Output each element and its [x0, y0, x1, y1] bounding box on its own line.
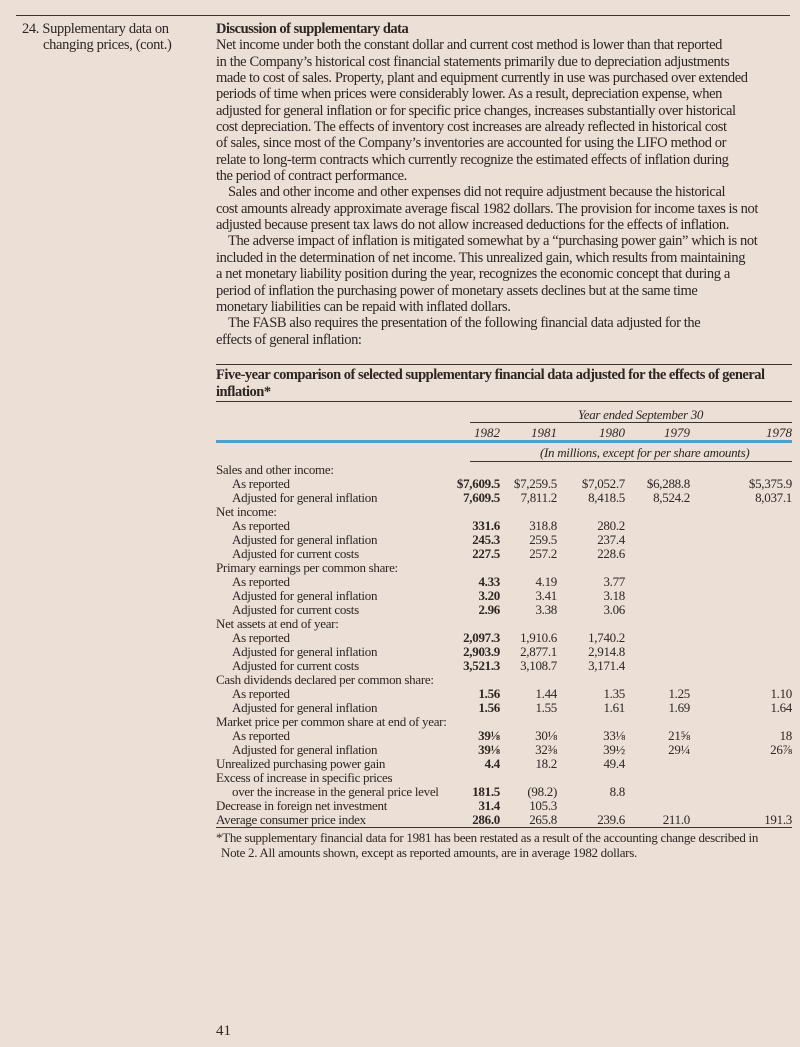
cell-1981: 3,108.7	[520, 658, 557, 673]
units-note: (In millions, except for per share amounts)	[540, 445, 750, 460]
cell-1981: 318.8	[529, 518, 557, 533]
table-row	[216, 757, 792, 771]
table-row	[216, 561, 792, 575]
paragraph-line: periods of time when prices were considerably lower. As a result, depreciation expense, when	[216, 86, 722, 103]
row-label: Net assets at end of year:	[216, 616, 339, 631]
year-header: 1979	[664, 425, 690, 440]
cell-1982: 39⅛	[478, 742, 500, 757]
paragraph-line: in the Company’s historical cost financial statements primarily due to depreciation adjustments	[216, 53, 730, 70]
data-table	[216, 463, 792, 827]
cell-1979: $6,288.8	[646, 476, 690, 491]
units-note-rule	[470, 461, 792, 462]
table-top-rule	[216, 364, 792, 365]
row-label: over the increase in the general price level	[232, 784, 439, 799]
cell-1980: 228.6	[597, 546, 625, 561]
row-label: As reported	[232, 476, 290, 491]
cell-1979: 211.0	[662, 812, 690, 827]
row-label: Adjusted for general inflation	[232, 644, 378, 659]
cell-1978: 18	[779, 728, 792, 743]
period-header: Year ended September 30	[578, 407, 704, 422]
row-label: As reported	[232, 630, 290, 645]
cell-1981: 1.55	[535, 700, 557, 715]
footnote-line2: Note 2. All amounts shown, except as reported amounts, are in average 1982 dollars.	[221, 845, 637, 860]
cell-1979: 29¼	[668, 742, 690, 757]
cell-1982: 1.56	[478, 700, 500, 715]
row-label: As reported	[232, 574, 290, 589]
table-row	[216, 477, 792, 491]
section-label-line1: 24. Supplementary data on	[22, 21, 169, 37]
year-header: 1981	[531, 425, 557, 440]
row-label: Adjusted for general inflation	[232, 700, 378, 715]
row-label: Adjusted for current costs	[232, 546, 359, 561]
cell-1979: 21⅝	[668, 728, 690, 743]
cell-1979: 8,524.2	[653, 490, 690, 505]
table-row	[216, 491, 792, 505]
table-row	[216, 715, 792, 729]
cell-1980: 49.4	[603, 756, 625, 771]
row-label: Sales and other income:	[216, 462, 334, 477]
cell-1979: 1.69	[668, 700, 690, 715]
cell-1981: 7,811.2	[520, 490, 557, 505]
cell-1980: 3.18	[603, 588, 625, 603]
cell-1981: (98.2)	[527, 784, 557, 799]
cell-1981: 4.19	[535, 574, 557, 589]
table-row	[216, 813, 792, 827]
cell-1982: 39⅛	[478, 728, 500, 743]
row-label: Adjusted for general inflation	[232, 490, 378, 505]
paragraph-line: the period of contract performance.	[216, 168, 407, 185]
cell-1981: 257.2	[529, 546, 557, 561]
cell-1980: 239.6	[597, 812, 625, 827]
cell-1978: $5,375.9	[748, 476, 792, 491]
paragraph-line: included in the determination of net income. This unrealized gain, which results from maintaining	[216, 249, 746, 266]
cell-1981: 3.38	[535, 602, 557, 617]
cell-1978: 191.3	[764, 812, 792, 827]
paragraph-line: cost amounts already approximate average fiscal 1982 dollars. The provision for income taxes is not	[216, 200, 758, 217]
cell-1980: 2,914.8	[588, 644, 625, 659]
cell-1980: 8,418.5	[588, 490, 625, 505]
row-label: Adjusted for general inflation	[232, 588, 378, 603]
cell-1982: 245.3	[472, 532, 500, 547]
cell-1981: 1,910.6	[520, 630, 557, 645]
row-label: As reported	[232, 728, 290, 743]
table-row	[216, 701, 792, 715]
paragraph-line: The FASB also requires the presentation of the following financial data adjusted for the	[228, 315, 701, 332]
cell-1982: 4.4	[484, 756, 500, 771]
row-label: Adjusted for current costs	[232, 602, 359, 617]
table-row	[216, 617, 792, 631]
top-rule	[16, 15, 790, 16]
row-label: Adjusted for general inflation	[232, 742, 378, 757]
discussion-body	[216, 21, 796, 348]
table-footnote	[216, 827, 758, 860]
cell-1981: $7,259.5	[513, 476, 557, 491]
cell-1980: 3,171.4	[588, 658, 625, 673]
row-label: Average consumer price index	[216, 812, 366, 827]
table-row	[216, 799, 792, 813]
cell-1981: 105.3	[529, 798, 557, 813]
cell-1982: 286.0	[472, 812, 500, 827]
cell-1980: 8.8	[609, 784, 625, 799]
footnote-line1: *The supplementary financial data for 1981 has been restated as a result of the accounting change described in	[216, 830, 759, 845]
cell-1980: 1.61	[603, 700, 625, 715]
discussion-heading: Discussion of supplementary data	[216, 21, 409, 37]
row-label: Primary earnings per common share:	[216, 560, 398, 575]
row-label: As reported	[232, 518, 290, 533]
paragraph-line: effects of general inflation:	[216, 331, 362, 348]
cell-1982: 227.5	[472, 546, 500, 561]
table-row	[216, 603, 792, 617]
paragraph-line: monetary liabilities can be repaid with inflated dollars.	[216, 298, 511, 315]
cell-1980: 280.2	[597, 518, 625, 533]
table-row	[216, 519, 792, 533]
cell-1980: 3.06	[603, 602, 625, 617]
cell-1978: 8,037.1	[755, 490, 792, 505]
cell-1982: 2.96	[478, 602, 500, 617]
paragraph-line: a net monetary liability position during the year, recognizes the economic concept that during a	[216, 266, 730, 283]
paragraph-line: Net income under both the constant dollar and current cost method is lower than that reported	[216, 37, 722, 54]
paragraph-line: adjusted because present tax laws do not allow increased deductions for the effects of inflation.	[216, 217, 729, 234]
cell-1982: 331.6	[472, 518, 500, 533]
paragraph-line: relate to long-term contracts which currently recognize the estimated effects of inflation during	[216, 151, 729, 168]
period-header-rule	[470, 422, 792, 423]
table-row	[216, 687, 792, 701]
table-row	[216, 729, 792, 743]
cell-1981: 259.5	[529, 532, 557, 547]
cell-1980: 33⅛	[603, 728, 625, 743]
table-row	[216, 785, 792, 799]
cell-1980: 1,740.2	[588, 630, 625, 645]
table-row	[216, 463, 792, 477]
paragraph-line: cost depreciation. The effects of inventory cost increases are already reflected in historical cost	[216, 119, 727, 136]
table-row	[216, 771, 792, 785]
year-header: 1982	[474, 425, 500, 440]
row-label: Net income:	[216, 504, 277, 519]
paragraph-line: Sales and other income and other expenses did not require adjustment because the historical	[228, 184, 726, 201]
cell-1980: $7,052.7	[581, 476, 625, 491]
paragraph-line: period of inflation the purchasing power of monetary assets declines but at the same time	[216, 282, 698, 299]
paragraph-line: The adverse impact of inflation is mitigated somewhat by a “purchasing power gain” which is not	[228, 233, 758, 250]
page-number: 41	[216, 1023, 231, 1039]
table-row	[216, 673, 792, 687]
cell-1982: 31.4	[478, 798, 500, 813]
cell-1979: 1.25	[668, 686, 690, 701]
cell-1982: 1.56	[478, 686, 500, 701]
cell-1978: 1.10	[770, 686, 792, 701]
cell-1982: $7,609.5	[456, 476, 500, 491]
cell-1978: 26⅞	[770, 742, 792, 757]
table-row	[216, 575, 792, 589]
cell-1982: 2,097.3	[463, 630, 500, 645]
section-label	[22, 21, 172, 54]
section-label-line2: changing prices, (cont.)	[43, 37, 172, 54]
table-row	[216, 631, 792, 645]
cell-1978: 1.64	[770, 700, 792, 715]
header-accent-bar	[216, 440, 792, 443]
paragraph-line: adjusted for general inflation or for specific price changes, increases substantially over historical	[216, 102, 736, 119]
cell-1981: 3.41	[535, 588, 557, 603]
cell-1982: 2,903.9	[463, 644, 500, 659]
row-label: Decrease in foreign net investment	[216, 798, 388, 813]
table-row	[216, 589, 792, 603]
cell-1980: 1.35	[603, 686, 625, 701]
cell-1981: 265.8	[529, 812, 557, 827]
cell-1980: 3.77	[603, 574, 625, 589]
cell-1982: 7,609.5	[463, 490, 500, 505]
table-title-rule	[216, 401, 792, 402]
row-label: Adjusted for general inflation	[232, 532, 378, 547]
year-header: 1978	[766, 425, 792, 440]
cell-1981: 1.44	[535, 686, 557, 701]
cell-1981: 18.2	[535, 756, 557, 771]
table-title: Five-year comparison of selected supplementary financial data adjusted for the effects of general inflation*	[216, 367, 765, 400]
year-header: 1980	[599, 425, 625, 440]
table-row	[216, 659, 792, 673]
row-label: Unrealized purchasing power gain	[216, 756, 386, 771]
table-row	[216, 533, 792, 547]
paragraph-line: made to cost of sales. Property, plant and equipment currently in use was purchased over extended	[216, 70, 748, 87]
cell-1982: 181.5	[472, 784, 500, 799]
cell-1981: 2,877.1	[520, 644, 557, 659]
cell-1982: 4.33	[478, 574, 500, 589]
table-row	[216, 547, 792, 561]
row-label: Cash dividends declared per common share:	[216, 672, 434, 687]
cell-1982: 3,521.3	[463, 658, 500, 673]
table-row	[216, 743, 792, 757]
paragraph-line: of sales, since most of the Company’s inventories are accounted for using the LIFO method or	[216, 135, 727, 152]
cell-1981: 32⅜	[535, 742, 557, 757]
cell-1982: 3.20	[478, 588, 500, 603]
row-label: Market price per common share at end of year:	[216, 714, 447, 729]
cell-1981: 30⅛	[535, 728, 557, 743]
row-label: Adjusted for current costs	[232, 658, 359, 673]
row-label: As reported	[232, 686, 290, 701]
row-label: Excess of increase in specific prices	[216, 770, 393, 785]
cell-1980: 237.4	[597, 532, 625, 547]
cell-1980: 39½	[603, 742, 625, 757]
table-row	[216, 505, 792, 519]
table-row	[216, 645, 792, 659]
